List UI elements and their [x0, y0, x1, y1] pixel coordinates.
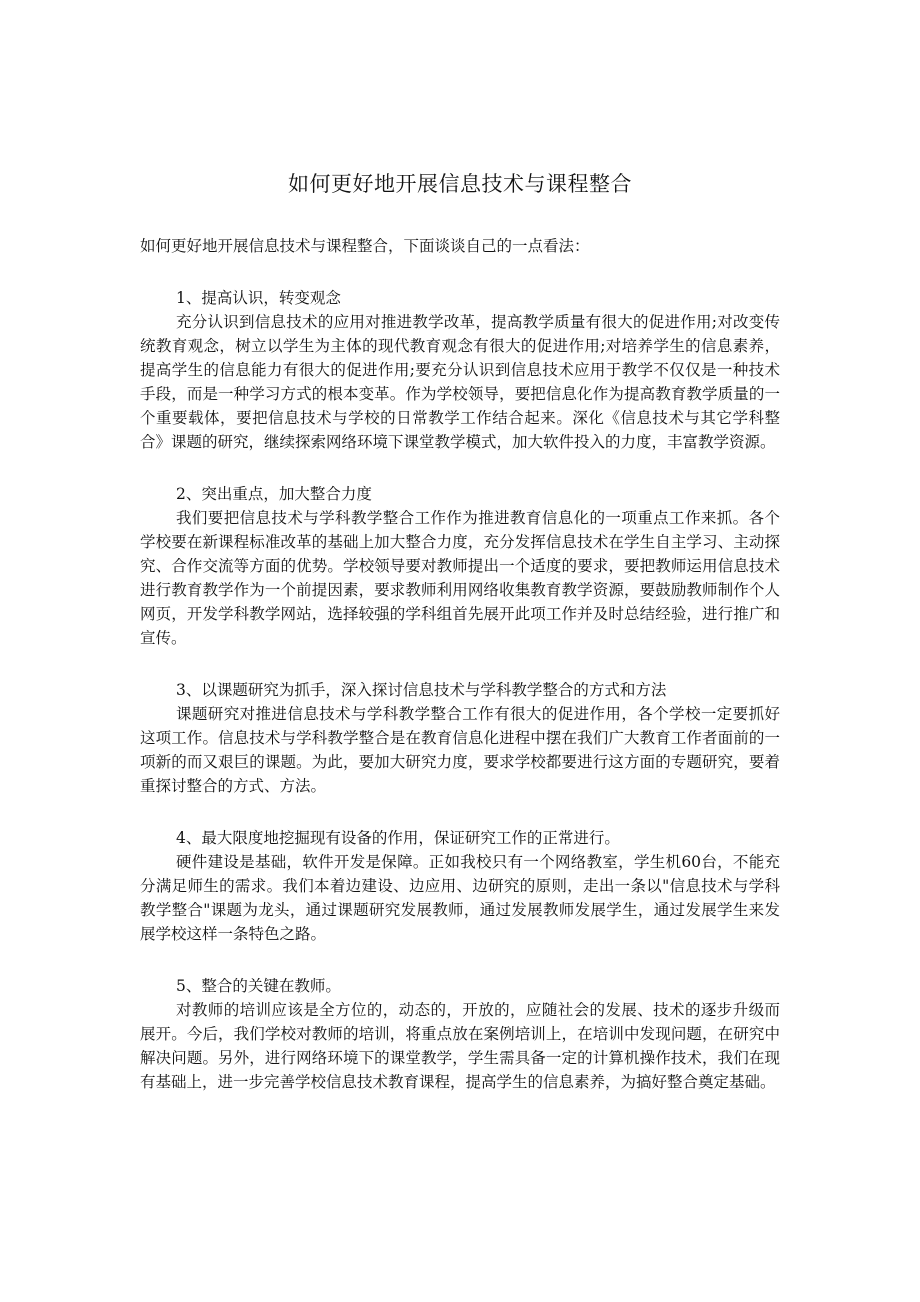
section-body: 我们要把信息技术与学科教学整合工作作为推进教育信息化的一项重点工作来抓。各个学校要在新课程标准改革的基础上加大整合力度，充分发挥信息技术在学生自主学习、主动探究、合作交流等方面的优势。学校领导要对教师提出一个适度的要求，要把教师运用信息技术进行教育教学作为一个前提因素，要求教师利用网络收集教育教学资源，要鼓励教师制作个人网页，开发学科教学网站，选择较强的学科组首先展开此项工作并及时总结经验，进行推广和宣传。	[140, 509, 780, 647]
section-body: 硬件建设是基础，软件开发是保障。正如我校只有一个网络教室，学生机60台，不能充分满足师生的需求。我们本着边建设、边应用、边研究的原则，走出一条以"信息技术与学科教学整合"课题为龙头，通过课题研究发展教师，通过发展教师发展学生，通过发展学生来发展学校这样一条特色之路。	[140, 853, 780, 943]
section-body: 课题研究对推进信息技术与学科教学整合工作有很大的促进作用，各个学校一定要抓好这项工作。信息技术与学科教学整合是在教育信息化进程中摆在我们广大教育工作者面前的一项新的而又艰巨的课题。为此，要加大研究力度，要求学校都要进行这方面的专题研究，要着重探讨整合的方式、方法。	[140, 705, 780, 795]
section-1	[140, 286, 780, 454]
intro-paragraph: 如何更好地开展信息技术与课程整合，下面谈谈自己的一点看法：	[140, 237, 590, 255]
section-heading: 5、整合的关键在教师。	[176, 977, 341, 995]
section-heading: 2、突出重点，加大整合力度	[176, 485, 372, 503]
section-5	[140, 974, 780, 1094]
document-page	[140, 0, 780, 1094]
section-3	[140, 678, 780, 798]
section-body: 充分认识到信息技术的应用对推进教学改革，提高教学质量有很大的促进作用;对改变传统教育观念，树立以学生为主体的现代教育观念有很大的促进作用;对培养学生的信息素养，提高学生的信息能力有很大的促进作用;要充分认识到信息技术应用于教学不仅仅是一种技术手段，而是一种学习方式的根本变革。作为学校领导，要把信息化作为提高教育教学质量的一个重要载体，要把信息技术与学校的日常教学工作结合起来。深化《信息技术与其它学科整合》课题的研究，继续探索网络环境下课堂教学模式，加大软件投入的力度，丰富教学资源。	[140, 313, 780, 451]
section-4	[140, 826, 780, 946]
section-body: 对教师的培训应该是全方位的，动态的，开放的，应随社会的发展、技术的逐步升级而展开。今后，我们学校对教师的培训，将重点放在案例培训上，在培训中发现问题，在研究中解决问题。另外，进行网络环境下的课堂教学，学生需具备一定的计算机操作技术，我们在现有基础上，进一步完善学校信息技术教育课程，提高学生的信息素养，为搞好整合奠定基础。	[140, 1001, 780, 1091]
section-heading: 4、最大限度地挖掘现有设备的作用，保证研究工作的正常进行。	[176, 829, 620, 847]
document-title: 如何更好地开展信息技术与课程整合	[288, 172, 632, 196]
section-2	[140, 482, 780, 650]
section-heading: 1、提高认识，转变观念	[176, 289, 341, 307]
section-heading: 3、以课题研究为抓手，深入探讨信息技术与学科教学整合的方式和方法	[176, 681, 667, 699]
